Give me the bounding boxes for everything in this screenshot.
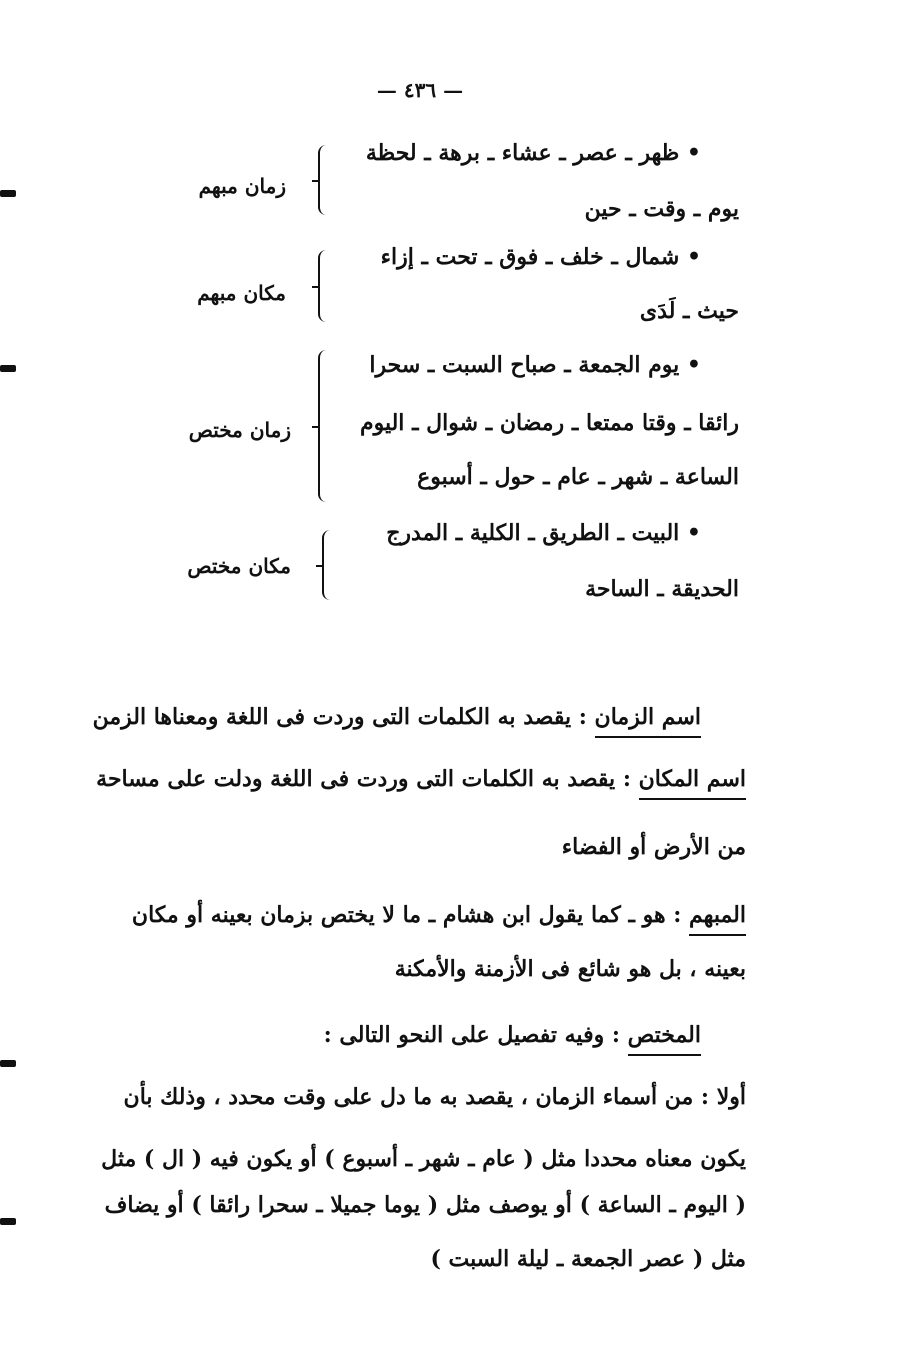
group-2-line-2: حيث ـ لَدَى [639,298,739,324]
def-mukhtass [324,1024,701,1046]
def-mubham [132,904,746,926]
group-2-label: مكان مبهم [197,281,286,305]
def-mukhtass-text: : وفيه تفصيل على النحو التالى : [323,1022,620,1048]
group-4-line-1: • البيت ـ الطريق ـ الكلية ـ المدرج [386,520,701,546]
margin-mark [0,1218,16,1225]
def-zaman-term: اسم الزمان [595,704,701,738]
awwalan-line-4: مثل ( عصر الجمعة ـ ليلة السبت ) [430,1246,746,1272]
group-1-label: زمان مبهم [198,174,286,198]
def-makan-text: : يقصد به الكلمات التى وردت فى اللغة ودلت على مساحة [96,766,631,792]
group-4-brace [322,530,336,600]
group-2-line-1: • شمال ـ خلف ـ فوق ـ تحت ـ إزاء [380,244,701,270]
margin-mark [0,190,16,197]
margin-mark [0,365,16,372]
page-number: — ٤٣٦ — [376,78,464,102]
margin-mark [0,1060,16,1067]
group-1-line-1: • ظهر ـ عصر ـ عشاء ـ برهة ـ لحظة [365,140,701,166]
group-4-label: مكان مختص [187,554,291,578]
def-mukhtass-term: المختص [628,1022,701,1056]
group-1-brace [318,145,332,215]
def-makan [96,768,746,790]
def-makan-line-2: من الأرض أو الفضاء [561,834,746,860]
awwalan-line-1: أولا : من أسماء الزمان ، يقصد به ما دل على وقت محدد ، وذلك بأن [123,1084,746,1110]
def-mubham-text: : هو ـ كما يقول ابن هشام ـ ما لا يختص بزمان بعينه أو مكان [131,902,682,928]
group-3-line-1: • يوم الجمعة ـ صباح السبت ـ سحرا [369,352,701,378]
group-2-brace [318,250,332,322]
group-3-line-2: رائقا ـ وقتا ممتعا ـ رمضان ـ شوال ـ اليوم [359,410,739,436]
group-3-line-3: الساعة ـ شهر ـ عام ـ حول ـ أسبوع [417,464,739,490]
def-zaman-text: : يقصد به الكلمات التى وردت فى اللغة ومعناها الزمن [92,704,587,730]
awwalan-line-3: ( اليوم ـ الساعة ) أو يوصف مثل ( يوما جميلا ـ سحرا رائقا ) أو يضاف [104,1192,746,1218]
group-1-line-2: يوم ـ وقت ـ حين [584,196,739,222]
def-zaman [93,706,701,728]
group-3-label: زمان مختص [188,418,291,442]
awwalan-line-2: يكون معناه محددا مثل ( عام ـ شهر ـ أسبوع ) أو يكون فيه ( ال ) مثل [101,1146,746,1172]
group-4-line-2: الحديقة ـ الساحة [585,576,739,602]
group-3-brace [318,350,332,502]
def-mubham-term: المبهم [689,902,746,936]
def-makan-term: اسم المكان [639,766,746,800]
def-mubham-line-2: بعينه ، بل هو شائع فى الأزمنة والأمكنة [394,956,746,982]
